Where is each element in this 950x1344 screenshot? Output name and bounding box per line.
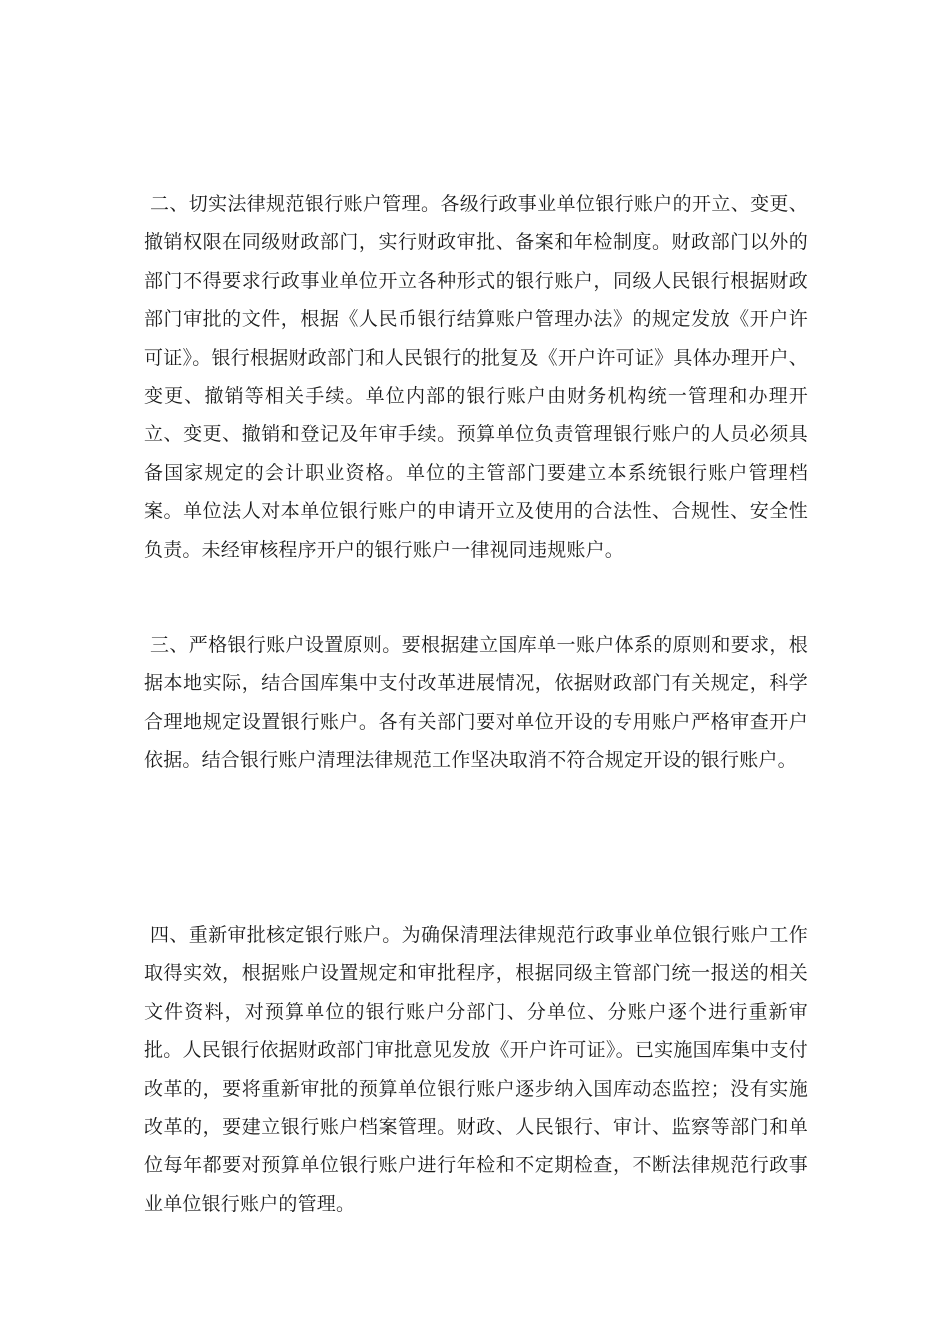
paragraph-account-setup-principles: 三、严格银行账户设置原则。要根据建立国库单一账户体系的原则和要求，根据本地实际，结合国库集中支付改革进展情况，依据财政部门有关规定，科学合理地规定设置银行账户。各有关部门要对单位开设的专用账户严格审查开户依据。结合银行账户清理法律规范工作坚决取消不符合规定开设的银行账户。	[144, 634, 808, 772]
paragraph-bank-account-management: 二、切实法律规范银行账户管理。各级行政事业单位银行账户的开立、变更、撤销权限在同级财政部门，实行财政审批、备案和年检制度。财政部门以外的部门不得要求行政事业单位开立各种形式的银行账户，同级人民银行根据财政部门审批的文件，根据《人民币银行结算账户管理办法》的规定发放《开户许可证》。银行根据财政部门和人民银行的批复及《开户许可证》具体办理开户、变更、撤销等相关手续。单位内部的银行账户由财务机构统一管理和办理开立、变更、撤销和登记及年审手续。预算单位负责管理银行账户的人员必须具备国家规定的会计职业资格。单位的主管部门要建立本系统银行账户管理档案。单位法人对本单位银行账户的申请开立及使用的合法性、合规性、安全性负责。未经审核程序开户的银行账户一律视同违规账户。	[144, 193, 808, 561]
paragraph-reapproval-of-accounts: 四、重新审批核定银行账户。为确保清理法律规范行政事业单位银行账户工作取得实效，根据账户设置规定和审批程序，根据同级主管部门统一报送的相关文件资料，对预算单位的银行账户分部门、分单位、分账户逐个进行重新审批。人民银行依据财政部门审批意见发放《开户许可证》。已实施国库集中支付改革的，要将重新审批的预算单位银行账户逐步纳入国库动态监控；没有实施改革的，要建立银行账户档案管理。财政、人民银行、审计、监察等部门和单位每年都要对预算单位银行账户进行年检和不定期检查，不断法律规范行政事业单位银行账户的管理。	[144, 924, 808, 1215]
